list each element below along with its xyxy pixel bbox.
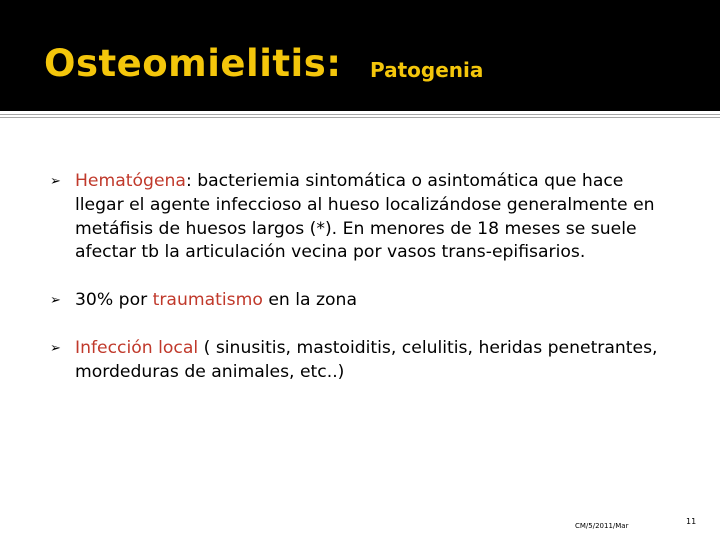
bullet-highlight: traumatismo xyxy=(152,290,263,311)
bullet-text-post: en la zona xyxy=(262,290,357,311)
bullet-text-pre: 30% por xyxy=(75,290,153,311)
bullet-highlight: Hematógena xyxy=(75,171,186,191)
slide-title: Osteomielitis: xyxy=(44,42,342,85)
slide-subtitle: Patogenia xyxy=(370,58,484,82)
bullet-text: ( sinusitis, mastoiditis, celulitis, heridas penetrantes, mordeduras de animales, etc..) xyxy=(75,337,658,382)
arrow-bullet-icon: ➢ xyxy=(50,340,61,356)
bullet-item-infeccion-local xyxy=(50,337,670,385)
bullet-list xyxy=(50,170,670,409)
arrow-bullet-icon: ➢ xyxy=(50,293,61,309)
title-divider-secondary xyxy=(0,117,720,118)
arrow-bullet-icon: ➢ xyxy=(50,174,61,189)
page-number: 11 xyxy=(686,517,697,526)
bullet-item-hematogena xyxy=(50,170,670,265)
bullet-text: : bacteriemia sintomática o asintomática que hace llegar el agente infeccioso al hueso localizándose generalmente en metáfisis de huesos largos (*). En menores de 18 meses se suele afectar tb la articulación vecina por vasos trans-epifisarios. xyxy=(75,171,655,263)
title-divider xyxy=(0,114,720,115)
title-bar xyxy=(0,0,720,111)
bullet-item-traumatismo xyxy=(50,289,670,313)
footer-author: CM/5/2011/Mar xyxy=(575,522,629,530)
bullet-highlight: Infección local xyxy=(75,337,199,358)
